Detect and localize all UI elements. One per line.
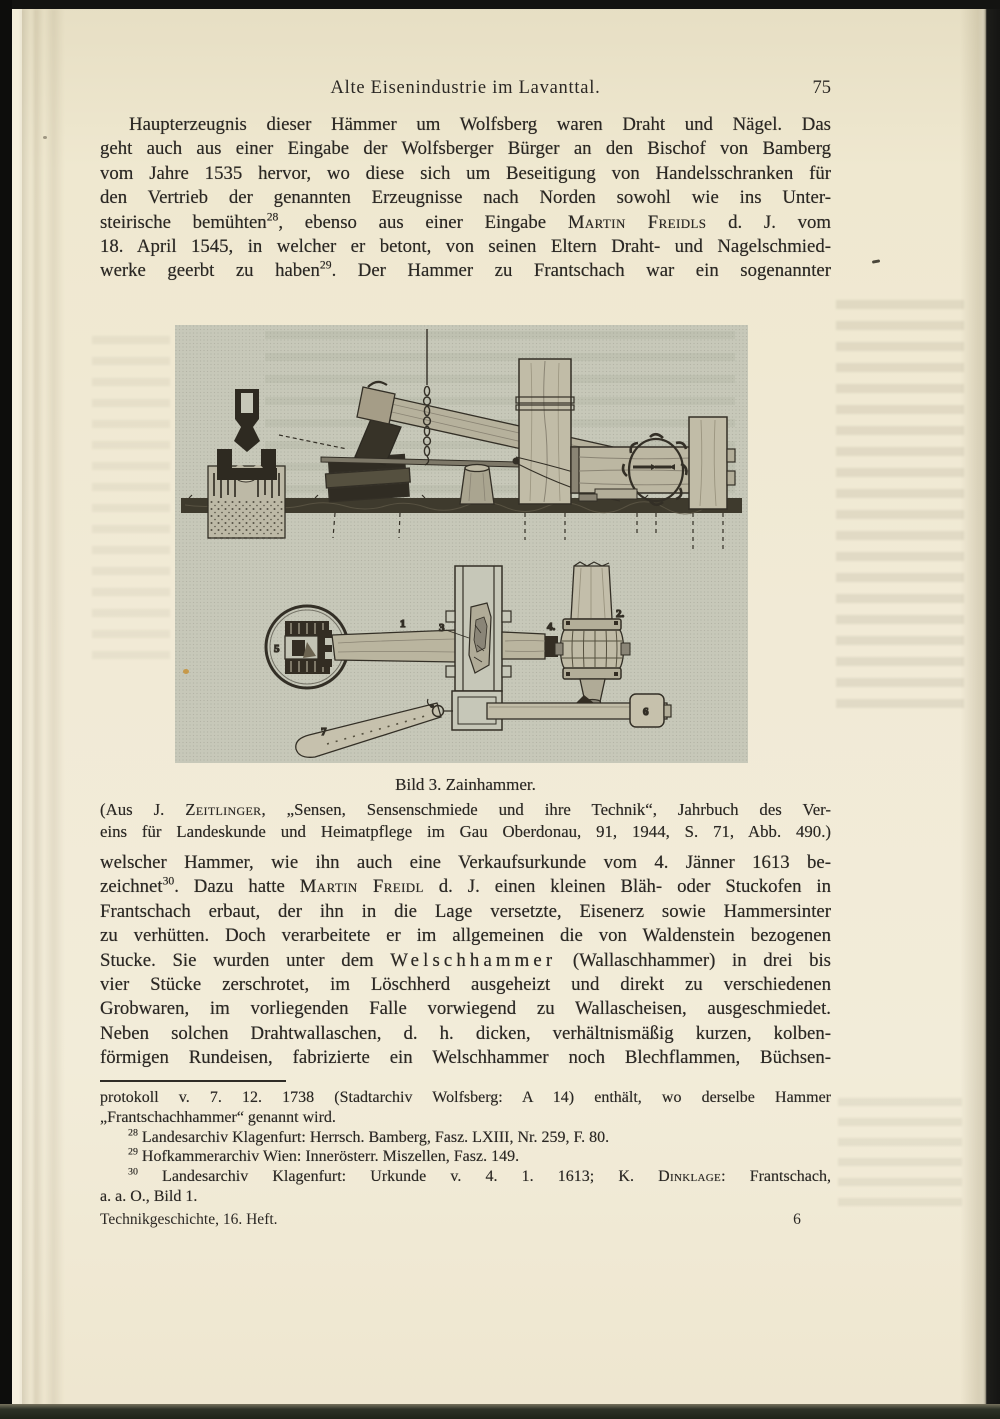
text-line: zeichnet$^{30}$. Dazu hatte Martin Freidl d. J. einen kleinen Bläh- oder Stuckofen in	[100, 875, 831, 898]
text-line: welscher Hammer, wie ihn auch eine Verkaufsurkunde vom 4. Jänner 1613 be-	[100, 852, 831, 873]
part-label-3: 3	[439, 622, 445, 634]
part-label-1: 1	[400, 618, 406, 630]
text-line: Grobwaren, im vorliegenden Falle vorwiegend zu Wallascheisen, ausgeschmiedet.	[100, 998, 831, 1020]
figure-caption-title: Bild 3. Zainhammer.	[395, 775, 536, 794]
ground-plank	[595, 489, 637, 499]
text-line: werke geerbt zu haben$^{29}$. Der Hammer zu Frantschach war ein sogenannter	[100, 259, 831, 282]
part-label-6: 6	[643, 706, 649, 718]
footnote-separator	[100, 1080, 286, 1082]
page-number: 75	[812, 78, 831, 98]
caption-line: eins für Landeskunde und Heimatpflege im Gau Oberdonau, 91, 1944, S. 71, Abb. 490.)	[100, 821, 831, 841]
footnote-line: „Frantschachhammer“ genannt wird.	[100, 1108, 336, 1126]
text-line: Neben solchen Drahtwallaschen, d. h. dicken, verhältnismäßig kurzen, kolben-	[100, 1022, 831, 1044]
text-line: förmigen Rundeisen, fabrizierte ein Welschhammer noch Blechflammen, Büchsen-	[100, 1047, 831, 1069]
scan-fleck	[43, 136, 47, 139]
paragraph-1	[100, 113, 831, 284]
figure-caption	[100, 799, 831, 842]
cam-shaft	[571, 447, 691, 493]
caption-line: (Aus J. Zeitlinger, „Sensen, Sensenschmiede und ihre Technik“, Jahrbuch des Ver-	[100, 800, 831, 819]
running-head-title: Alte Eisenindustrie im Lavanttal.	[330, 78, 601, 98]
sheet-number: 6	[793, 1211, 801, 1228]
text-line: vom Jahre 1535 hervor, wo diese sich um Beseitigung von Handelsschranken für	[100, 162, 831, 184]
part-label-5: 5	[274, 643, 280, 655]
text-line: Haupterzeugnis dieser Hämmer um Wolfsberg waren Draht und Nägel. Das	[129, 114, 831, 135]
part-label-4: 4.	[547, 621, 556, 633]
plan-beam-tail	[502, 632, 558, 659]
signature-line: Technikgeschichte, 16. Heft.	[100, 1211, 278, 1228]
scan-border-left	[0, 0, 12, 1419]
scan-fleck	[183, 669, 189, 674]
figure-bild-3	[175, 325, 748, 763]
text-line: Frantschach erbaut, der ihn in die Lage versetzte, Eisenerz sowie Hammersinter	[100, 900, 831, 922]
zainhammer-drawing	[175, 325, 748, 763]
text-line: 18. April 1545, in welcher er betont, von seinen Eltern Draht- und Nagelschmied-	[100, 235, 831, 257]
scan-fleck	[872, 259, 880, 263]
page-edge-highlight	[12, 9, 22, 1409]
ink-bleedthrough-left	[92, 336, 170, 666]
trestle-support	[460, 465, 494, 505]
footnote-line: $^{28}$ Landesarchiv Klagenfurt: Herrsch. Bamberg, Fasz. LXIII, Nr. 259, F. 80.	[128, 1127, 610, 1146]
footnote-line: protokoll v. 7. 12. 1738 (Stadtarchiv Wolfsberg: A 14) enthält, wo derselbe Hammer	[100, 1089, 831, 1106]
text-line: Stucke. Sie wurden unter dem Welschhammer (Wallaschhammer) in drei bis	[100, 949, 831, 971]
paragraph-2	[100, 851, 831, 1071]
part-label-2: 2.	[616, 608, 625, 620]
plan-helve-beam	[332, 630, 456, 662]
book-page-edges-right	[960, 9, 1000, 1409]
text-line: geht auch aus einer Eingabe der Wolfsberger Bürger an den Bischof von Bamberg	[100, 138, 831, 160]
text-line: zu verhütten. Doch verarbeitete er im allgemeinen die von Waldenstein bezogenen	[100, 925, 831, 947]
ink-bleedthrough-right	[836, 300, 964, 710]
page-gutter-shadow	[20, 9, 100, 1409]
footnote-line: $^{29}$ Hofkammerarchiv Wien: Innerösterr. Miszellen, Fasz. 149.	[128, 1147, 520, 1166]
footnote-line: $^{30}$ Landesarchiv Klagenfurt: Urkunde v. 4. 1. 1613; K. Dinklage: Frantschach,	[128, 1167, 831, 1186]
scan-border-bottom	[0, 1404, 1000, 1419]
ground-plank-small	[579, 494, 597, 501]
frame-post	[516, 359, 574, 504]
text-line: den Vertrieb der genannten Erzeugnisse nach Norden sowohl wie ins Unter-	[100, 187, 831, 209]
footnote-line: a. a. O., Bild 1.	[100, 1187, 198, 1205]
text-line: steirische bemühten$^{28}$, ebenso aus einer Eingabe Martin Freidls d. J. vom	[100, 210, 831, 233]
text-line: vier Stücke zerschrotet, im Löschherd ausgeheizt und direkt zu verschiedenen	[100, 973, 831, 995]
footnotes	[100, 1088, 831, 1207]
ink-bleedthrough-bottom-right	[838, 1098, 962, 1210]
scan-border-top	[0, 0, 1000, 9]
part-label-7: 7	[321, 726, 327, 738]
